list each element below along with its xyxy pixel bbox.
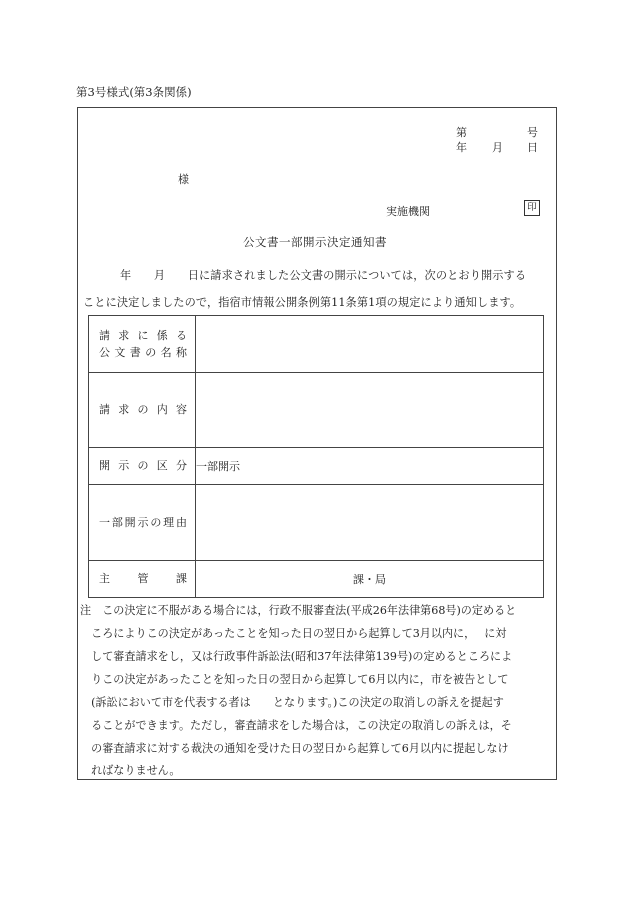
label-disclosure-category: 開示の区分 bbox=[99, 459, 187, 472]
table-row bbox=[89, 485, 544, 561]
value-partial-disclosure-reason bbox=[196, 485, 544, 561]
note-line-4: りこの決定があったことを知った日の翌日から起算して6月以内に，市を被告として bbox=[80, 673, 509, 686]
table-label-cell bbox=[89, 448, 196, 485]
doc-number-prefix: 第 bbox=[456, 126, 467, 139]
table-label-cell bbox=[89, 485, 196, 561]
note-line-7: の審査請求に対する裁決の通知を受けた日の翌日から起算して6月以内に提起しなけ bbox=[80, 742, 509, 755]
label-request-content: 請求の内容 bbox=[99, 403, 187, 416]
table-label-cell bbox=[89, 561, 196, 598]
table-label-cell bbox=[89, 316, 196, 373]
note-line-2: ころによりこの決定があったことを知った日の翌日から起算して3月以内に， に対 bbox=[80, 627, 507, 640]
value-request-content bbox=[196, 373, 544, 448]
form-number-label: 第3号様式(第3条関係) bbox=[76, 85, 192, 99]
note-line-3: して審査請求をし，又は行政事件訴訟法(昭和37年法律第139号)の定めるところによ bbox=[80, 650, 513, 663]
label-partial-disclosure-reason: 一部開示の理由 bbox=[99, 515, 187, 529]
issuer-label: 実施機関 bbox=[386, 205, 430, 218]
label-department-in-charge: 主管課 bbox=[99, 572, 187, 585]
value-department-in-charge: 課・局 bbox=[196, 561, 544, 598]
addressee-suffix: 様 bbox=[178, 173, 189, 186]
table-row bbox=[89, 448, 544, 485]
body-text-line-2: ことに決定しましたので，指宿市情報公開条例第11条第1項の規定により通知します。 bbox=[83, 296, 522, 309]
table-row bbox=[89, 316, 544, 373]
notice-table bbox=[88, 315, 544, 598]
note-line-6: ることができます。ただし，審査請求をした場合は，この決定の取消しの訴えは，そ bbox=[80, 719, 512, 732]
value-requested-document bbox=[196, 316, 544, 373]
label-requested-document-line2: 公文書の名称 bbox=[99, 346, 187, 359]
table-row bbox=[89, 561, 544, 598]
seal-mark: 印 bbox=[524, 200, 540, 216]
note-line-5: (訴訟において市を代表する者は となります。)この決定の取消しの訴えを提起す bbox=[80, 696, 504, 709]
note-line-8: ればなりません。 bbox=[80, 764, 181, 777]
date-year-label: 年 bbox=[456, 141, 467, 154]
date-day-label: 日 bbox=[527, 141, 538, 154]
date-month-label: 月 bbox=[492, 141, 503, 154]
value-disclosure-category: 一部開示 bbox=[196, 448, 544, 485]
note-line-1: 注 この決定に不服がある場合には，行政不服審査法(平成26年法律第68号)の定めると bbox=[80, 604, 517, 617]
table-row bbox=[89, 373, 544, 448]
document-title: 公文書一部開示決定通知書 bbox=[243, 235, 387, 249]
doc-number-suffix: 号 bbox=[527, 126, 538, 139]
body-text-line-1: 年 月 日に請求されました公文書の開示については，次のとおり開示する bbox=[120, 269, 527, 282]
table-label-cell bbox=[89, 373, 196, 448]
label-requested-document-line1: 請求に係る bbox=[99, 329, 187, 342]
